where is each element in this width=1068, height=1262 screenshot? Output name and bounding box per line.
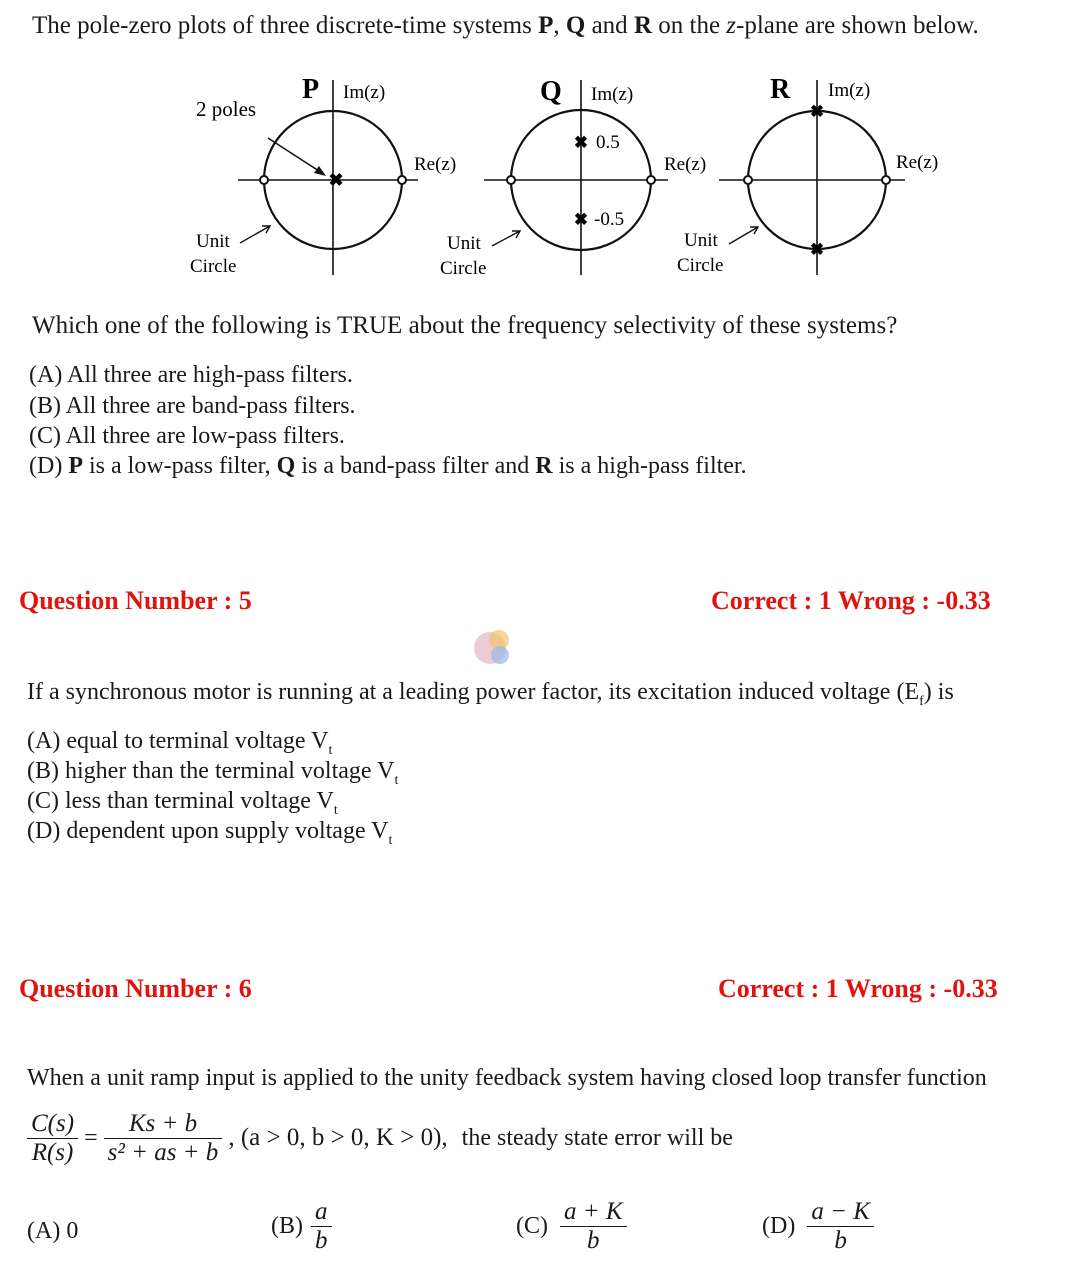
q6-option-a[interactable]: (A) 0 (27, 1218, 79, 1244)
q4-option-b[interactable]: (B) All three are band-pass filters. (29, 393, 356, 419)
q-unit-arrow (492, 231, 520, 246)
q6-marks: Correct : 1 Wrong : -0.33 (718, 974, 998, 1003)
q4-option-a[interactable]: (A) All three are high-pass filters. (29, 362, 353, 388)
pole-zero-plots (0, 60, 1068, 290)
q6-transfer-function (27, 1098, 733, 1178)
p-double-pole: ✖ (328, 170, 344, 190)
q-pole-top: ✖ (573, 133, 589, 152)
q6-option-b[interactable]: (B) $\frac{a}{b}$ (271, 1198, 332, 1255)
q5-option-c[interactable]: (C) less than terminal voltage $V_t$ (27, 788, 338, 818)
q-title: Q (540, 76, 562, 107)
plot-q (440, 76, 706, 279)
q6-question: When a unit ramp input is applied to the unity feedback system having closed loop transfer function (27, 1065, 987, 1091)
plot-r (677, 74, 938, 276)
r-re-label: Re(z) (896, 152, 939, 173)
q-im-label: Im(z) (591, 84, 634, 105)
q5-number: Question Number : 5 (19, 586, 252, 615)
r-zero (744, 176, 752, 184)
q-pole-bottom-label: -0.5 (594, 209, 625, 230)
q5-marks: Correct : 1 Wrong : -0.33 (711, 586, 991, 615)
q4-intro: The pole-zero plots of three discrete-time systems P, Q and R on the z-plane are shown below. (32, 12, 979, 39)
p-circle-label: Circle (190, 256, 237, 277)
r-zero (882, 176, 890, 184)
p-unit-label: Unit (196, 231, 230, 252)
tf-conditions: , (a > 0, b > 0, K > 0), (228, 1124, 448, 1151)
q-unit-label: Unit (447, 233, 481, 254)
p-poles-label: 2 poles (196, 97, 257, 121)
q6-option-d[interactable]: (D) $\frac{a - K}{b}$ (762, 1198, 874, 1255)
plot-p (190, 74, 456, 277)
watermark-logo (470, 622, 516, 672)
q5-option-b[interactable]: (B) higher than the terminal voltage $V_t$ (27, 758, 399, 788)
tf-equals: = (84, 1124, 98, 1151)
p-im-label: Im(z) (343, 82, 386, 103)
p-title: P (302, 74, 320, 105)
p-zero (260, 176, 268, 184)
p-poles-arrow (268, 138, 322, 173)
r-circle-label: Circle (677, 255, 724, 276)
q5-option-d[interactable]: (D) dependent upon supply voltage $V_t$ (27, 818, 393, 848)
q6-number: Question Number : 6 (19, 974, 252, 1003)
r-im-label: Im(z) (828, 80, 871, 101)
tf-tail: the steady state error will be (461, 1124, 733, 1151)
p-zero (398, 176, 406, 184)
r-pole-top: ✖ (809, 102, 825, 121)
q4-option-d[interactable]: (D) P is a low-pass filter, Q is a band-pass filter and R is a high-pass filter. (29, 453, 747, 479)
q5-option-a[interactable]: (A) equal to terminal voltage $V_t$ (27, 728, 333, 758)
r-unit-label: Unit (684, 230, 718, 251)
q-zero (647, 176, 655, 184)
q-circle-label: Circle (440, 258, 487, 279)
p-re-label: Re(z) (414, 154, 457, 175)
q4-question: Which one of the following is TRUE about the frequency selectivity of these systems? (32, 312, 898, 339)
tf-lhs: $\frac{C(s)}{R(s)}$ (27, 1110, 78, 1167)
q6-option-c[interactable]: (C) $\frac{a + K}{b}$ (516, 1198, 627, 1255)
r-unit-arrow (729, 227, 758, 244)
r-pole-bottom: ✖ (809, 240, 825, 259)
q4-option-c[interactable]: (C) All three are low-pass filters. (29, 423, 345, 449)
q-pole-bottom: ✖ (573, 210, 589, 229)
p-unit-arrow (240, 226, 270, 243)
q-re-label: Re(z) (664, 154, 707, 175)
q-zero (507, 176, 515, 184)
tf-rhs: $\frac{Ks + b}{\text{s² + as + b}}$ (104, 1110, 223, 1167)
q5-question: If a synchronous motor is running at a leading power factor, its excitation induced voltage $(E_f)$ is (27, 679, 954, 709)
q-pole-top-label: 0.5 (596, 132, 620, 153)
r-title: R (770, 74, 791, 105)
